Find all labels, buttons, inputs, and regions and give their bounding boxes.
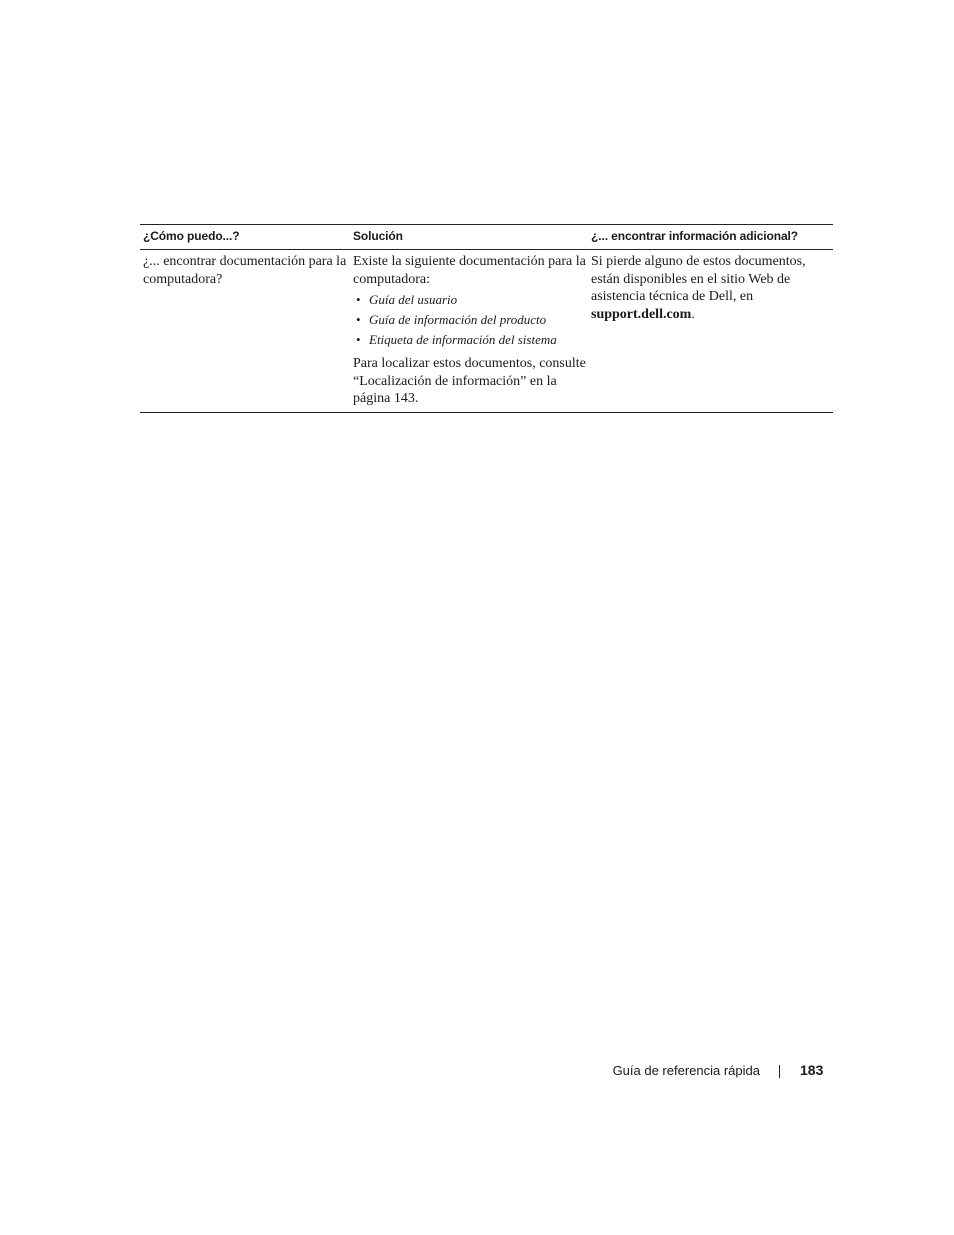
question-cell [140, 253, 350, 408]
page-footer [0, 1061, 954, 1081]
list-item [353, 310, 588, 330]
header-how-can-i: ¿Cómo puedo...? [143, 229, 240, 243]
page-number: 183 [800, 1062, 824, 1078]
solution-intro: Existe la siguiente documentación para la computadora: [353, 254, 586, 287]
list-item-text: Guía de información del producto [369, 312, 547, 327]
info-cell [588, 253, 833, 408]
footer-title: Guía de referencia rápida [612, 1063, 760, 1078]
solution-note: Para localizar estos documentos, consulte “Localización de información” en la página 143. [353, 356, 586, 406]
table-header-row [140, 225, 833, 250]
table-row [140, 250, 833, 412]
list-item-text: Guía del usuario [369, 292, 458, 307]
list-item [353, 330, 588, 350]
bullet-icon: • [356, 312, 361, 327]
info-end: . [691, 306, 695, 322]
support-link[interactable]: support.dell.com [591, 306, 692, 322]
footer-divider [779, 1065, 780, 1078]
info-text: Si pierde alguno de estos documentos, están disponibles en el sitio Web de asistencia técnica de Dell, en [591, 254, 806, 304]
header-solution: Solución [353, 229, 403, 243]
info-table [140, 224, 833, 413]
bullet-icon: • [356, 332, 361, 347]
header-additional-info: ¿... encontrar información adicional? [591, 229, 798, 243]
documentation-list [353, 290, 588, 350]
list-item [353, 290, 588, 310]
bullet-icon: • [356, 292, 361, 307]
question-text: ¿... encontrar documentación para la computadora? [143, 254, 347, 287]
list-item-text: Etiqueta de información del sistema [369, 332, 557, 347]
solution-cell [350, 253, 588, 408]
